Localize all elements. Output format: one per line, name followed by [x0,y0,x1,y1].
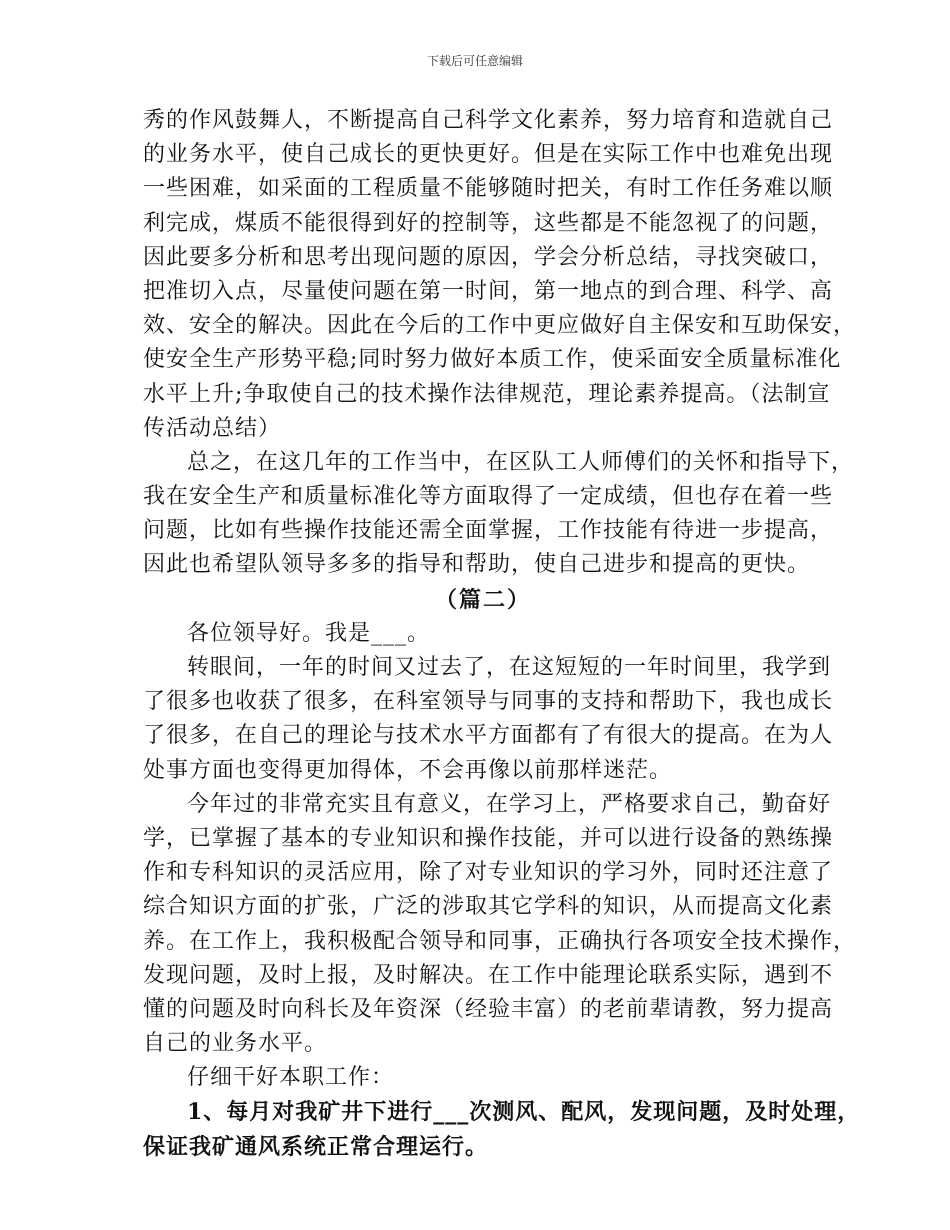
text-line: 我在安全生产和质量标准化等方面取得了一定成绩，但也存在着一些 [143,484,834,510]
text-line: 因此要多分析和思考出现问题的原因，学会分析总结，寻找突破口， [143,244,834,270]
text-line: 处事方面也变得更加得体，不会再像以前那样迷茫。 [143,757,673,783]
text-line: 因此也希望队领导多多的指导和帮助，使自己进步和提高的更快。 [143,552,811,578]
text-line: 一些困难，如采面的工程质量不能够随时把关，有时工作任务难以顺 [143,176,834,202]
bold-list-item-line: 保证我矿通风系统正常合理运行。 [143,1133,489,1160]
paragraph-start-line: 今年过的非常充实且有意义，在学习上，严格要求自己，勤奋好 [187,791,832,817]
text-line: 利完成，煤质不能很得到好的控制等，这些都是不能忽视了的问题， [143,210,834,236]
text-line: 发现问题，及时上报，及时解决。在工作中能理论联系实际，遇到不 [143,962,834,988]
text-line: 懂的问题及时向科长及年资深（经验丰富）的老前辈请教，努力提高 [143,996,834,1022]
text-line: 了很多也收获了很多，在科室领导与同事的支持和帮助下，我也成长 [143,689,834,715]
text-line: 水平上升;争取使自己的技术操作法律规范，理论素养提高。（法制宣 [143,381,831,407]
text-line: 问题，比如有些操作技能还需全面掌握，工作技能有待进一步提高， [143,518,834,544]
text-line: 的业务水平，使自己成长的更快更好。但是在实际工作中也难免出现 [143,142,834,168]
text-line: 使安全生产形势平稳;同时努力做好本质工作，使采面安全质量标准化 [143,347,842,373]
page-header: 下载后可任意编辑 [426,54,523,68]
text-line: 了很多，在自己的理论与技术水平方面都有了有很大的提高。在为人 [143,723,834,749]
text-line: 综合知识方面的扩张，广泛的涉取其它学科的知识，从而提高文化素 [143,894,834,920]
text-line: 把准切入点，尽量使问题在第一时间，第一地点的到合理、科学、高 [143,278,834,304]
text-line: 效、安全的解决。因此在今后的工作中更应做好自主保安和互助保安， [143,313,857,339]
section-heading: （篇二） [434,586,531,613]
paragraph-start-line: 仔细干好本职工作： [187,1065,395,1091]
text-line: 作和专科知识的灵活应用，除了对专业知识的学习外，同时还注意了 [143,860,834,886]
text-line: 秀的作风鼓舞人，不断提高自己科学文化素养，努力培育和造就自己 [143,108,834,133]
paragraph-start-line: 各位领导好。我是___。 [187,620,431,646]
paragraph-start-line: 转眼间，一年的时间又过去了，在这短短的一年时间里，我学到 [187,655,832,680]
text-line: 传活动总结） [143,415,282,441]
text-line: 学，已掌握了基本的专业知识和操作技能，并可以进行设备的熟练操 [143,825,834,851]
document-body [143,104,861,1164]
paragraph-start-line: 总之，在这几年的工作当中，在区队工人师傅们的关怀和指导下， [187,449,855,475]
text-line: 养。在工作上，我积极配合领导和同事，正确执行各项安全技术操作， [143,928,857,954]
bold-list-item-line: 1、每月对我矿井下进行___次测风、配风，发现问题，及时处理， [187,1099,861,1126]
text-line: 自己的业务水平。 [143,1031,328,1057]
